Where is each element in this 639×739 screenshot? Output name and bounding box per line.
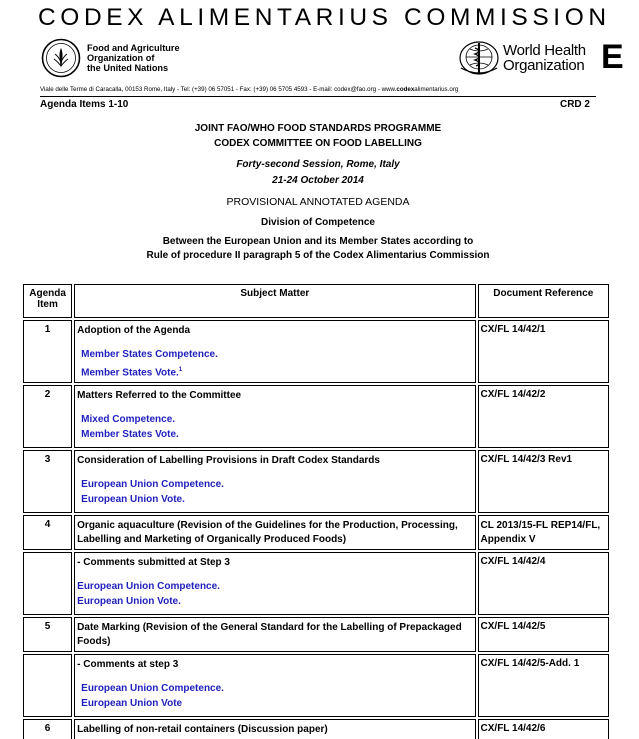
session-line: Forty-second Session, Rome, Italy: [236, 159, 400, 170]
subject-cell: [74, 552, 475, 615]
vote-label: Member States Vote.: [81, 366, 179, 378]
table-row: [23, 552, 609, 615]
subject-title: Adoption of the Agenda: [77, 325, 191, 336]
header-subject-matter: Subject Matter: [74, 284, 475, 318]
document-reference-text: CL 2013/15-FL REP14/FL, Appendix V: [480, 520, 601, 546]
table-row: [23, 385, 609, 448]
competence-text: Mixed Competence.: [81, 414, 176, 426]
who-header: [458, 38, 586, 78]
doc-type: PROVISIONAL ANNOTATED AGENDA: [226, 196, 410, 208]
subject-cell: [74, 450, 475, 513]
address-bold: codex: [396, 86, 415, 93]
competence-text: European Union Competence.: [81, 683, 224, 695]
header-agenda-item: Agenda Item: [23, 284, 72, 318]
agenda-table: [21, 282, 611, 739]
agenda-item-number: 5: [23, 617, 72, 652]
document-reference: CX/FL 14/42/2: [478, 385, 609, 448]
subject-title: Matters Referred to the Committee: [77, 390, 242, 402]
vote-text: Member States Vote.: [81, 428, 179, 440]
table-row: [23, 617, 609, 652]
agenda-item-number: 3: [23, 450, 72, 513]
competence-text: European Union Competence.: [77, 581, 220, 593]
agenda-item-number: [23, 552, 72, 615]
division-title: Division of Competence: [261, 217, 375, 228]
agenda-item-number: 2: [23, 385, 72, 448]
document-reference: CX/FL 14/42/5-Add. 1: [478, 654, 609, 717]
fao-name: Food and Agriculture Organization of the United Nations: [87, 43, 180, 73]
who-logo-icon: [458, 38, 500, 78]
who-name: World Health Organization: [503, 42, 586, 74]
competence-text: European Union Competence.: [81, 479, 224, 491]
address-text: Viale delle Terme di Caracalla, 00153 Rome, Italy - Tel: (+39) 06 57051 - Fax: (+39) 06 5705 4593 - E-mail: codex@fao.org - www.: [40, 86, 397, 93]
table-row: [23, 320, 609, 383]
agenda-items-label: Agenda Items 1-10: [40, 99, 129, 110]
table-row: [23, 450, 609, 513]
programme-title: JOINT FAO/WHO FOOD STANDARDS PROGRAMME: [194, 123, 442, 134]
vote-text: [77, 363, 472, 381]
agenda-item-number: 4: [23, 515, 72, 550]
table-header-row: [23, 284, 609, 318]
document-reference: CX/FL 14/42/1: [478, 320, 609, 383]
subject-cell: [74, 385, 475, 448]
between-line-1: Between the European Union and its Member States according to: [162, 236, 474, 247]
subject-cell: [74, 320, 475, 383]
table-row: [23, 515, 609, 550]
vote-text: European Union Vote.: [81, 493, 185, 505]
org-title: CODEX ALIMENTARIUS COMMISSION: [38, 4, 611, 31]
document-reference: CX/FL 14/42/4: [478, 552, 609, 615]
document-reference: CX/FL 14/42/6: [478, 719, 609, 739]
address-domain: alimentarius.org: [414, 86, 459, 93]
between-line-2: Rule of procedure II paragraph 5 of the Codex Alimentarius Commission: [146, 250, 490, 261]
fao-header: [41, 38, 180, 78]
fao-logo-icon: [41, 38, 81, 78]
subject-cell: [74, 515, 475, 550]
agenda-item-number: 1: [23, 320, 72, 383]
subject-title: - Comments at step 3: [77, 659, 179, 671]
footnote-marker: 1: [178, 366, 183, 373]
competence-text: Member States Competence.: [81, 349, 218, 360]
agenda-item-number: 6: [23, 719, 72, 739]
dates-line: 21-24 October 2014: [272, 175, 364, 186]
crd-label: CRD 2: [559, 99, 590, 110]
header-document-reference: Document Reference: [478, 284, 609, 318]
table-row: [23, 719, 609, 739]
subject-title: Date Marking (Revision of the General Standard for the Labelling of Prepackaged Foods): [77, 622, 462, 648]
agenda-item-number: [23, 654, 72, 717]
subject-cell: [74, 617, 475, 652]
document-reference: CX/FL 14/42/5: [478, 617, 609, 652]
subject-cell: [74, 654, 475, 717]
document-reference: [478, 515, 609, 550]
document-reference: CX/FL 14/42/3 Rev1: [478, 450, 609, 513]
subject-title: Consideration of Labelling Provisions in Draft Codex Standards: [77, 455, 380, 467]
language-letter: E: [601, 38, 624, 76]
table-row: [23, 654, 609, 717]
subject-title: Labelling of non-retail containers (Discussion paper): [77, 724, 328, 736]
subject-title: - Comments submitted at Step 3: [77, 557, 230, 569]
committee-title: CODEX COMMITTEE ON FOOD LABELLING: [214, 138, 422, 149]
header-divider: [40, 96, 596, 97]
address-line: [40, 86, 596, 93]
vote-text: European Union Vote: [81, 697, 183, 709]
vote-text: European Union Vote.: [77, 595, 181, 607]
subject-title: Organic aquaculture (Revision of the Guidelines for the Production, Processing, Labelling and Marketing of Organically Produced Foods): [77, 520, 458, 546]
subject-cell: [74, 719, 475, 739]
